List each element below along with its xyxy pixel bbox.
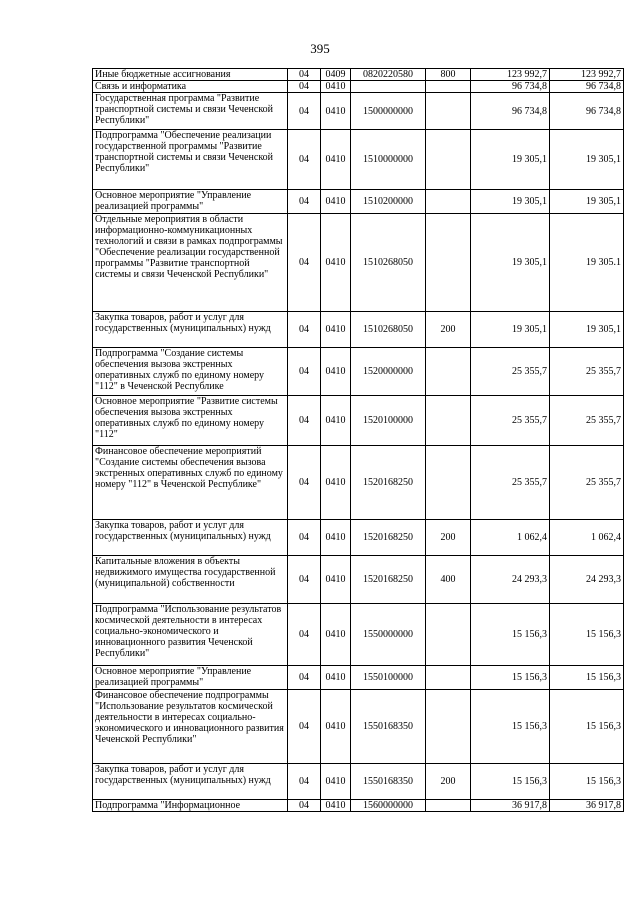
- section-code-cell: 04: [288, 312, 321, 348]
- target-article-cell: 1520000000: [351, 348, 426, 396]
- table-row: [93, 800, 624, 812]
- target-article-cell: 1550100000: [351, 666, 426, 690]
- amount-cell-2: 25 355,7: [550, 396, 624, 446]
- subsection-code-cell: 0410: [321, 81, 351, 93]
- amount-cell-2: 96 734,8: [550, 93, 624, 130]
- table-row: [93, 446, 624, 520]
- section-code-cell: 04: [288, 666, 321, 690]
- table-row: [93, 130, 624, 190]
- expense-type-cell: 800: [426, 69, 471, 81]
- subsection-code-cell: 0409: [321, 69, 351, 81]
- amount-cell-2: 15 156,3: [550, 690, 624, 764]
- section-code-cell: 04: [288, 604, 321, 666]
- target-article-cell: 1560000000: [351, 800, 426, 812]
- expense-type-cell: [426, 604, 471, 666]
- page-number: 395: [310, 41, 330, 56]
- budget-table-body: [93, 69, 624, 812]
- amount-cell-1: 19 305,1: [471, 312, 550, 348]
- amount-cell-2: 25 355,7: [550, 446, 624, 520]
- subsection-code-cell: 0410: [321, 190, 351, 214]
- row-name-cell: Основное мероприятие "Управление реализацией программы": [93, 666, 288, 690]
- amount-cell-1: 24 293,3: [471, 556, 550, 604]
- table-row: [93, 348, 624, 396]
- section-code-cell: 04: [288, 81, 321, 93]
- subsection-code-cell: 0410: [321, 764, 351, 800]
- target-article-cell: 0820220580: [351, 69, 426, 81]
- table-row: [93, 604, 624, 666]
- section-code-cell: 04: [288, 396, 321, 446]
- expense-type-cell: [426, 130, 471, 190]
- target-article-cell: 1520100000: [351, 396, 426, 446]
- amount-cell-1: 15 156,3: [471, 764, 550, 800]
- target-article-cell: 1510200000: [351, 190, 426, 214]
- subsection-code-cell: 0410: [321, 604, 351, 666]
- subsection-code-cell: 0410: [321, 800, 351, 812]
- section-code-cell: 04: [288, 348, 321, 396]
- amount-cell-1: 123 992,7: [471, 69, 550, 81]
- expense-type-cell: [426, 348, 471, 396]
- amount-cell-2: 1 062,4: [550, 520, 624, 556]
- amount-cell-1: 19 305,1: [471, 214, 550, 312]
- amount-cell-1: 25 355,7: [471, 446, 550, 520]
- row-name-cell: Отдельные мероприятия в области информационно-коммуникационных технологий и связи в рамках подпрограммы "Обеспечение реализации государственной программы "Развитие транспортной системы и связи Чеченской Республики": [93, 214, 288, 312]
- target-article-cell: 1550168350: [351, 764, 426, 800]
- section-code-cell: 04: [288, 520, 321, 556]
- amount-cell-1: 19 305,1: [471, 130, 550, 190]
- table-row: [93, 93, 624, 130]
- target-article-cell: 1510268050: [351, 312, 426, 348]
- amount-cell-2: 123 992,7: [550, 69, 624, 81]
- row-name-cell: Капитальные вложения в объекты недвижимого имущества государственной (муниципальной) собственности: [93, 556, 288, 604]
- amount-cell-1: 96 734,8: [471, 81, 550, 93]
- amount-cell-2: 15 156,3: [550, 764, 624, 800]
- table-row: [93, 764, 624, 800]
- section-code-cell: 04: [288, 556, 321, 604]
- table-row: [93, 556, 624, 604]
- section-code-cell: 04: [288, 69, 321, 81]
- row-name-cell: Закупка товаров, работ и услуг для государственных (муниципальных) нужд: [93, 764, 288, 800]
- expense-type-cell: 200: [426, 312, 471, 348]
- section-code-cell: 04: [288, 130, 321, 190]
- amount-cell-1: 25 355,7: [471, 348, 550, 396]
- amount-cell-2: 96 734,8: [550, 81, 624, 93]
- expense-type-cell: [426, 81, 471, 93]
- row-name-cell: Подпрограмма "Информационное: [93, 800, 288, 812]
- row-name-cell: Связь и информатика: [93, 81, 288, 93]
- section-code-cell: 04: [288, 446, 321, 520]
- target-article-cell: 1550168350: [351, 690, 426, 764]
- row-name-cell: Основное мероприятие "Развитие системы обеспечения вызова экстренных оперативных служб по единому номеру "112": [93, 396, 288, 446]
- target-article-cell: 1500000000: [351, 93, 426, 130]
- subsection-code-cell: 0410: [321, 93, 351, 130]
- row-name-cell: Подпрограмма "Обеспечение реализации государственной программы "Развитие транспортной системы и связи Чеченской Республики": [93, 130, 288, 190]
- section-code-cell: 04: [288, 764, 321, 800]
- amount-cell-1: 36 917,8: [471, 800, 550, 812]
- table-row: [93, 190, 624, 214]
- row-name-cell: Закупка товаров, работ и услуг для государственных (муниципальных) нужд: [93, 520, 288, 556]
- section-code-cell: 04: [288, 690, 321, 764]
- subsection-code-cell: 0410: [321, 214, 351, 312]
- section-code-cell: 04: [288, 93, 321, 130]
- row-name-cell: Финансовое обеспечение мероприятий "Создание системы обеспечения вызова экстренных оперативных служб по единому номеру "112" в Чеченской Республике": [93, 446, 288, 520]
- section-code-cell: 04: [288, 190, 321, 214]
- amount-cell-2: 25 355,7: [550, 348, 624, 396]
- table-row: [93, 520, 624, 556]
- target-article-cell: 1520168250: [351, 556, 426, 604]
- amount-cell-1: 15 156,3: [471, 690, 550, 764]
- row-name-cell: Подпрограмма "Создание системы обеспечения вызова экстренных оперативных служб по единому номеру "112" в Чеченской Республике: [93, 348, 288, 396]
- table-row: [93, 666, 624, 690]
- expense-type-cell: [426, 690, 471, 764]
- table-row: [93, 396, 624, 446]
- subsection-code-cell: 0410: [321, 130, 351, 190]
- amount-cell-1: 19 305,1: [471, 190, 550, 214]
- table-row: [93, 214, 624, 312]
- amount-cell-2: 19 305,1: [550, 190, 624, 214]
- expense-type-cell: [426, 214, 471, 312]
- target-article-cell: 1510000000: [351, 130, 426, 190]
- amount-cell-2: 15 156,3: [550, 666, 624, 690]
- table-row: [93, 690, 624, 764]
- amount-cell-2: 19 305.1: [550, 214, 624, 312]
- row-name-cell: Основное мероприятие "Управление реализацией программы": [93, 190, 288, 214]
- amount-cell-1: 15 156,3: [471, 604, 550, 666]
- amount-cell-1: 96 734,8: [471, 93, 550, 130]
- expense-type-cell: [426, 190, 471, 214]
- amount-cell-2: 36 917,8: [550, 800, 624, 812]
- amount-cell-1: 25 355,7: [471, 396, 550, 446]
- row-name-cell: Подпрограмма "Использование результатов космической деятельности в интересах социально-экономического и инновационного развития Чеченской Республики": [93, 604, 288, 666]
- expense-type-cell: 200: [426, 764, 471, 800]
- target-article-cell: [351, 81, 426, 93]
- row-name-cell: Финансовое обеспечение подпрограммы "Использование результатов космической деятельности в интересах социально-экономического и инновационного развития Чеченской Республики": [93, 690, 288, 764]
- amount-cell-1: 15 156,3: [471, 666, 550, 690]
- expense-type-cell: [426, 396, 471, 446]
- table-row: [93, 81, 624, 93]
- amount-cell-1: 1 062,4: [471, 520, 550, 556]
- subsection-code-cell: 0410: [321, 556, 351, 604]
- section-code-cell: 04: [288, 800, 321, 812]
- table-row: [93, 69, 624, 81]
- amount-cell-2: 15 156,3: [550, 604, 624, 666]
- row-name-cell: Государственная программа "Развитие транспортной системы и связи Чеченской Республики": [93, 93, 288, 130]
- subsection-code-cell: 0410: [321, 520, 351, 556]
- target-article-cell: 1510268050: [351, 214, 426, 312]
- expense-type-cell: [426, 93, 471, 130]
- row-name-cell: Закупка товаров, работ и услуг для государственных (муниципальных) нужд: [93, 312, 288, 348]
- target-article-cell: 1550000000: [351, 604, 426, 666]
- subsection-code-cell: 0410: [321, 446, 351, 520]
- target-article-cell: 1520168250: [351, 446, 426, 520]
- target-article-cell: 1520168250: [351, 520, 426, 556]
- subsection-code-cell: 0410: [321, 690, 351, 764]
- expense-type-cell: [426, 800, 471, 812]
- amount-cell-2: 19 305,1: [550, 312, 624, 348]
- section-code-cell: 04: [288, 214, 321, 312]
- expense-type-cell: 400: [426, 556, 471, 604]
- amount-cell-2: 24 293,3: [550, 556, 624, 604]
- amount-cell-2: 19 305,1: [550, 130, 624, 190]
- expense-type-cell: [426, 446, 471, 520]
- subsection-code-cell: 0410: [321, 666, 351, 690]
- subsection-code-cell: 0410: [321, 396, 351, 446]
- budget-table: [92, 68, 624, 812]
- subsection-code-cell: 0410: [321, 312, 351, 348]
- expense-type-cell: [426, 666, 471, 690]
- table-row: [93, 312, 624, 348]
- expense-type-cell: 200: [426, 520, 471, 556]
- subsection-code-cell: 0410: [321, 348, 351, 396]
- row-name-cell: Иные бюджетные ассигнования: [93, 69, 288, 81]
